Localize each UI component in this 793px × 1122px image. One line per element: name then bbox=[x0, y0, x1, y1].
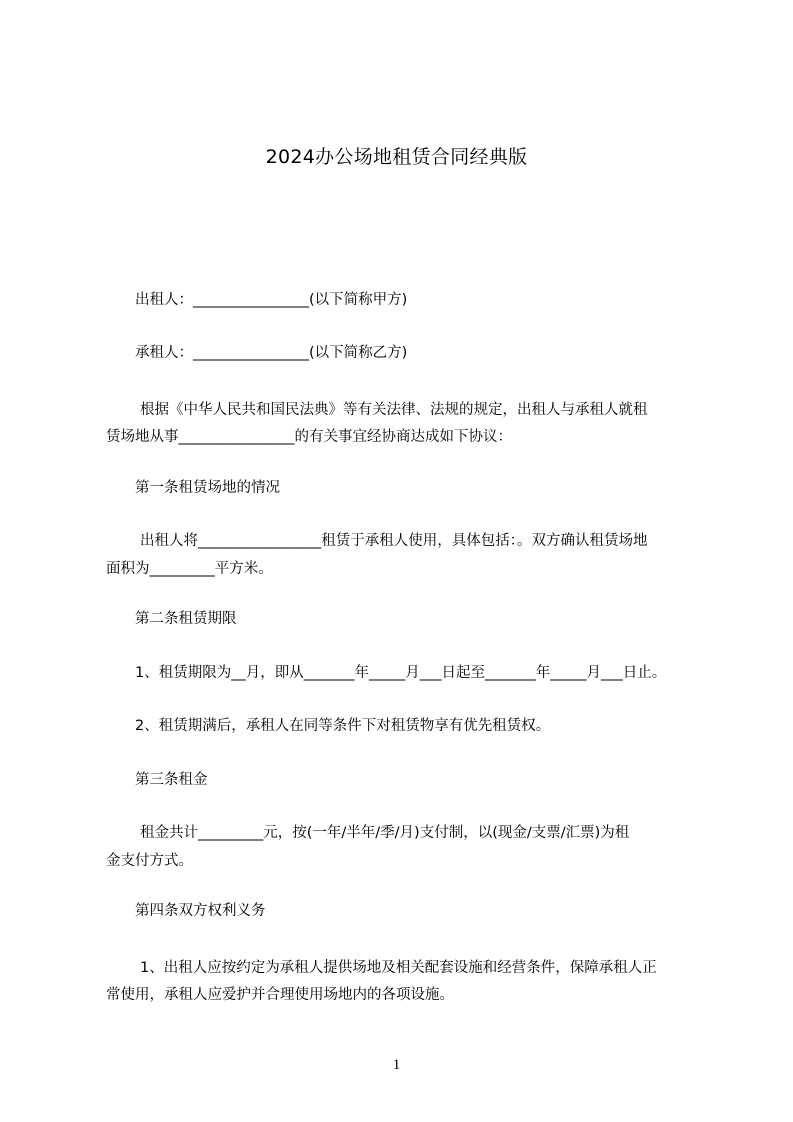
article-1-line-1: 出租人将_________________租赁于承租人使用，具体包括：。双方确认租赁场地 bbox=[140, 533, 648, 549]
page-number: 1 bbox=[392, 1057, 401, 1073]
article-4-heading: 第四条双方权利义务 bbox=[135, 903, 266, 919]
article-4-item-1-line-1: 1、出租人应按约定为承租人提供场地及相关配套设施和经营条件，保障承租人正 bbox=[140, 960, 657, 976]
lessee-line: 承租人：________________(以下简称乙方) bbox=[135, 345, 408, 361]
article-2-heading: 第二条租赁期限 bbox=[135, 611, 237, 627]
document-title: 2024办公场地租赁合同经典版 bbox=[265, 146, 528, 168]
article-1-line-2: 面积为_________平方米。 bbox=[106, 561, 273, 577]
article-2-item-2: 2、租赁期满后，承租人在同等条件下对租赁物享有优先租赁权。 bbox=[135, 718, 551, 734]
article-3-heading: 第三条租金 bbox=[135, 772, 208, 788]
article-3-line-2: 金支付方式。 bbox=[106, 853, 193, 869]
article-3-line-1: 租金共计_________元，按(一年/半年/季/月)支付制，以(现金/支票/汇票)为租 bbox=[140, 825, 630, 841]
preamble-line-2: 赁场地从事________________的有关事宜经协商达成如下协议： bbox=[106, 429, 512, 445]
article-1-heading: 第一条租赁场地的情况 bbox=[135, 480, 280, 496]
preamble-line-1: 根据《中华人民共和国民法典》等有关法律、法规的规定，出租人与承租人就租 bbox=[140, 402, 648, 418]
article-2-item-1: 1、租赁期限为__月，即从_______年_____月___日起至_______年_____月___日止。 bbox=[135, 665, 667, 681]
lessor-line: 出租人：________________(以下简称甲方) bbox=[135, 292, 408, 308]
article-4-item-1-line-2: 常使用，承租人应爱护并合理使用场地内的各项设施。 bbox=[106, 987, 454, 1003]
